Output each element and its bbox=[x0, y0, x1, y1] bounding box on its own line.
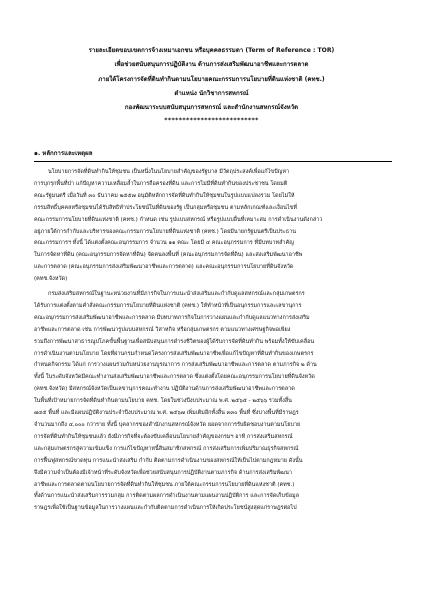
paragraph-line: อาชีพและการตลาด เช่น การพัฒนารูปแบบสหกรณ์ วิสาหกิจ หรือกลุ่มเกษตรกร ตามแนวทางเศรษฐกิจพอเพียง bbox=[34, 326, 291, 333]
paragraph-line: กรมส่งเสริมสหกรณ์ในฐานะหน่วยงานที่มีภารกิจในการแนะนำส่งเสริมและกำกับดูแลสหกรณ์และกลุ่มเกษตรกร bbox=[48, 291, 305, 297]
header-star-divider: ************************** bbox=[164, 117, 259, 125]
paragraph-2 bbox=[34, 289, 392, 515]
paragraph-line: คณะอนุกรรมการส่งเสริมพัฒนาอาชีพและการตลาด มีบทบาทภารกิจในการวางแผนและกำกับดูแลแนวทางการส่งเสริม bbox=[34, 314, 310, 321]
header-title-line: รายละเอียดขอบเขตการจ้างเหมาเอกชน หรือบุคคลธรรมดา (Term of Reference : TOR) bbox=[88, 47, 335, 54]
paragraph-line: ในการจัดหาที่ดิน (คณะอนุกรรมการจัดหาที่ดิน) จัดคนลงพื้นที่ (คณะอนุกรรมการจัดที่ดิน) และส่งเสริมพัฒนาอาชีพ bbox=[34, 252, 303, 259]
paragraph-line: (คทช.จังหวัด) มีสหกรณ์จังหวัดเป็นเลขานุการคณะทำงาน ปฏิบัติงานด้านการส่งเสริมพัฒนาอาชีพและการตลาด bbox=[34, 386, 295, 393]
paragraph-line: จำนวนมากถึง ๔,๐๐๐ กว่าราย ทั้งนี้ บุคลากรของสำนักงานสหกรณ์จังหวัด ยอดจากการรับผิดชอบงานตามนโยบาย bbox=[34, 421, 301, 428]
paragraph-line: คณะกรรมการฯ ทั้งนี้ ได้แต่งตั้งคณะอนุกรรมการ จำนวน ๑๑ คณะ โดยมี ๔ คณะอนุกรรมการ ที่มีบทบาทสำคัญ bbox=[34, 240, 294, 247]
paragraph-line: ในพื้นที่เป้าหมายการจัดที่ดินทำกินตามนโยบาย คทช. โดยในช่วงปีงบประมาณ พ.ศ. ๒๕๖๕ - ๒๕๖๖ รวมทั้งสิ้น bbox=[34, 398, 292, 405]
paragraph-line: กรรมสิทธิ์บุคคลหรือชุมชนได้รับสิทธิทำประโยชน์ในที่ดินของรัฐ เป็นกลุ่มหรือชุมชน ตามหลักเกณฑ์และเงื่อนไขที่ bbox=[34, 204, 298, 211]
header-title-line: ภายใต้โครงการจัดที่ดินทำกินตามนโยบายคณะกรรมการนโยบายที่ดินแห่งชาติ (คทช.) bbox=[98, 75, 325, 83]
paragraph-line: (คทช.จังหวัด) bbox=[34, 276, 68, 283]
paragraph-line: การดำเนินงานตามนโยบาย โดยที่ผ่านกรมกำหนดโครงการส่งเสริมพัฒนาอาชีพเพื่อแก้ไขปัญหาที่ดินทำกินของเกษตรกร bbox=[34, 350, 314, 357]
paragraph-line: การฟื้นฟูสหกรณ์ขาดทุน การแนะนำส่งเสริม กำกับ ติดตามการดำเนินงานของสหกรณ์ให้เป็นไปตามกฎหมาย ดังนั้น bbox=[34, 457, 303, 464]
paragraph-line: และกลุ่มเกษตรกรสู่ความเข้มแข็ง การแก้ไขปัญหาหนี้สินสมาชิกสหกรณ์ การส่งเสริมการเพิ่มปริมาณธุรกิจสหกรณ์ bbox=[34, 445, 299, 452]
paragraph-line: การบุกรุกพื้นที่ป่า แก้ปัญหาความเหลื่อมล้ำในการถือครองที่ดิน และการไม่มีที่ดินทำกินของประชาชน โดยมติ bbox=[34, 180, 288, 187]
section-heading: ๑. หลักการและเหตุผล bbox=[34, 150, 93, 157]
paragraph-line: นโยบายการจัดที่ดินทำกินให้ชุมชน เป็นหนึ่งในนโยบายสำคัญของรัฐบาล มีวัตถุประสงค์เพื่อแก้ไขปัญหา bbox=[48, 169, 290, 175]
paragraph-line: คณะรัฐมนตรี เมื่อวันที่ ๓๐ ธันวาคม ๒๕๕๗ อนุมัติหลักการจัดที่ดินทำกินให้ชุมชนในรูปแบบแปลงรวม โดยไม่ให้ bbox=[34, 192, 295, 199]
paragraph-line: ทั้งนี้ ในระดับจังหวัดมีคณะทำงานส่งเสริมพัฒนาอาชีพและการตลาด ซึ่งแต่งตั้งโดยคณะอนุกรรมการนโยบายที่ดินจังหวัด bbox=[34, 374, 315, 381]
paragraph-line: คณะกรรมการนโยบายที่ดินแห่งชาติ (คทช.) กำหนด เช่น รูปแบบสหกรณ์ หรือรูปแบบอื่นที่เหมาะสม การดำเนินงานดังกล่าว bbox=[34, 216, 323, 223]
header-title-line: เพื่อช่วยสนับสนุนการปฏิบัติงาน ด้านการส่งเสริมพัฒนาอาชีพและการตลาด bbox=[114, 61, 309, 69]
paragraph-line: รวมถึงการพัฒนาสาธารณูปโภคขั้นพื้นฐานเพื่อสนับสนุนการดำรงชีวิตของผู้ได้รับการจัดที่ดินทำกิน พร้อมทั้งให้ขับเคลื่อน bbox=[34, 338, 315, 345]
document-header bbox=[30, 44, 393, 127]
paragraph-line: กำหนดกิจกรรม ได้แก่ การวางแผนร่วมกับหน่วยงานบูรณาการ การส่งเสริมพัฒนาอาชีพและการตลาด ตามภารกิจ ๒ ด้าน bbox=[34, 362, 317, 369]
paragraph-line: อาชีพและการตลาดตามนโยบายการจัดที่ดินทำกินให้ชุมชน ภายใต้คณะกรรมการนโยบายที่ดินแห่งชาติ (คทช.) bbox=[34, 481, 295, 488]
paragraph-line: ทั้งด้านการแนะนำส่งเสริมการรวมกลุ่ม การติดตามผลการดำเนินงานตามแผนงานปฏิบัติการ และการจัดเก็บข้อมูล bbox=[34, 493, 300, 500]
paragraph-line: ราษฎรเพื่อใช้เป็นฐานข้อมูลในการวางแผนและกำกับติดตามการดำเนินการให้เกิดประโยชน์สูงสุดแก่ราษฎรต่อไป bbox=[34, 505, 297, 512]
paragraph-line: การจัดที่ดินทำกินให้ชุมชนแล้ว ยังมีภารกิจที่จะต้องขับเคลื่อนนโยบายสำคัญของกรมฯ อาทิ การส่งเสริมสหกรณ์ bbox=[34, 433, 293, 440]
header-position-line: ตำแหน่ง นักวิชาการสหกรณ์ bbox=[174, 89, 249, 97]
paragraph-line: จึงมีความจำเป็นต้องมีเจ้าหน้าที่ระดับจังหวัดเพื่อช่วยสนับสนุนการปฏิบัติงานตามภารกิจ ด้านการส่งเสริมพัฒนา bbox=[34, 469, 292, 476]
paragraph-line: และการตลาด (คณะอนุกรรมการส่งเสริมพัฒนาอาชีพและการตลาด) และคณะอนุกรรมการนโยบายที่ดินจังหวัด bbox=[34, 264, 294, 271]
paragraph-line: อยู่ภายใต้การกำกับและบริหารของคณะกรรมการนโยบายที่ดินแห่งชาติ (คทช.) โดยมีนายกรัฐมนตรีเป็นประธาน bbox=[34, 228, 296, 235]
paragraph-line: ได้รับการแต่งตั้งตามคำสั่งคณะกรรมการนโยบายที่ดินแห่งชาติ (คทช.) ให้ทำหน้าที่เป็นอนุกรรมการและเลขานุการ bbox=[34, 302, 302, 309]
section-divider bbox=[34, 161, 392, 162]
paragraph-line: ๗๔๕ พื้นที่ และมีแผนปฏิบัติงานประจำปีงบประมาณ พ.ศ. ๒๕๖๗ เพิ่มเติมอีกทั้งสิ้น ๓๓๐ พื้นที่ ซึ่งบางพื้นที่มีราษฎร bbox=[34, 410, 299, 417]
header-division-line: กองพัฒนาระบบสนับสนุนการสหกรณ์ และสำนักงานสหกรณ์จังหวัด bbox=[124, 104, 299, 112]
paragraph-1 bbox=[34, 167, 392, 286]
